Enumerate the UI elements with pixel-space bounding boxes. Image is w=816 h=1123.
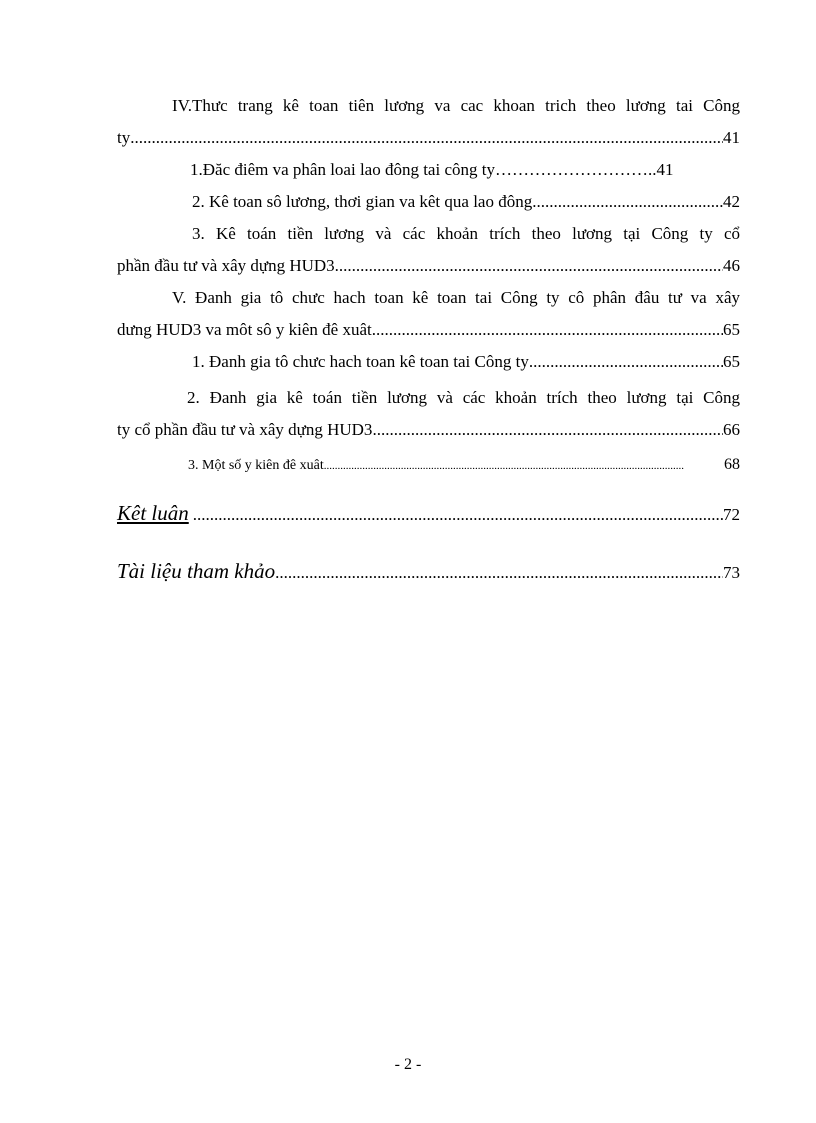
toc-entry-title: V. Đanh gia tô chưc hach toan kê toan tai Công ty cô phân đâu tư va xây (172, 288, 740, 307)
dot-leader (372, 314, 723, 346)
toc-page-number: 68 (724, 456, 740, 473)
toc-page-number: 66 (723, 420, 740, 439)
toc-page-number: 65 (723, 320, 740, 339)
toc-entry-title-cont: phần đầu tư và xây dựng HUD3 (117, 256, 335, 275)
dot-leader (335, 250, 723, 282)
toc-entry-title: 1. Đanh gia tô chưc hach toan kê toan tai Công ty (192, 352, 529, 371)
toc-page-number: 41 (656, 160, 674, 179)
toc-entry-title: 1.Đăc điêm va phân loai lao đông tai công ty (190, 160, 495, 179)
toc-entry-title-cont: ty (117, 128, 131, 147)
toc-page-number: 41 (723, 128, 740, 147)
toc-page-number: 72 (723, 505, 740, 524)
toc-page-number: 65 (723, 352, 740, 371)
dot-leader (532, 186, 723, 218)
dot-leader (130, 122, 723, 154)
toc-entry-title: 2. Đanh gia kê toán tiền lương và các khoản trích theo lương tại Công (187, 388, 740, 407)
toc-page-number: 73 (723, 563, 740, 582)
dot-leader (529, 346, 723, 378)
toc-entry-title: 3. Một số y kiên đê xuât (188, 458, 324, 473)
page-number: - 2 - (394, 1056, 422, 1073)
table-of-contents (117, 90, 740, 593)
toc-entry-title-cont: ty cổ phần đầu tư và xây dựng HUD3 (117, 420, 373, 439)
dot-leader (324, 449, 684, 483)
toc-entry-conclusion (117, 493, 740, 535)
toc-entry-references (117, 551, 740, 593)
dot-leader (275, 553, 723, 593)
toc-entry-title: IV.Thưc trang kê toan tiên lương va cac khoan trich theo lương tai Công (172, 96, 740, 115)
toc-entry-v-2 (117, 382, 740, 414)
toc-entry-section-v-continued (117, 314, 740, 346)
toc-entry-section-iv-continued (117, 122, 740, 154)
toc-entry-section-v (117, 282, 740, 314)
toc-entry-v-2-continued (117, 414, 740, 446)
dot-leader (189, 495, 723, 535)
toc-entry-title: 2. Kê toan sô lương, thơi gian va kêt qua lao đông (192, 192, 533, 211)
toc-page-number: 42 (723, 192, 740, 211)
toc-entry-iv-1 (117, 154, 740, 186)
dot-leader (372, 414, 723, 446)
toc-entry-iv-2 (117, 186, 740, 218)
toc-entry-title-cont: dưng HUD3 va môt sô y kiên đê xuât (117, 320, 372, 339)
toc-entry-iv-3 (117, 218, 740, 250)
toc-entry-title: Tài liệu tham khảo (117, 559, 276, 583)
toc-page-number: 46 (723, 256, 740, 275)
toc-entry-v-1 (117, 346, 740, 378)
toc-entry-v-3 (117, 448, 740, 483)
toc-entry-iv-3-continued (117, 250, 740, 282)
toc-entry-section-iv (117, 90, 740, 122)
toc-entry-title: Kêt luân (117, 501, 189, 525)
dot-leader-ellipsis: ……………………….. (494, 160, 657, 179)
toc-entry-title: 3. Kê toán tiền lương và các khoản trích theo lương tại Công ty cổ (192, 224, 740, 243)
